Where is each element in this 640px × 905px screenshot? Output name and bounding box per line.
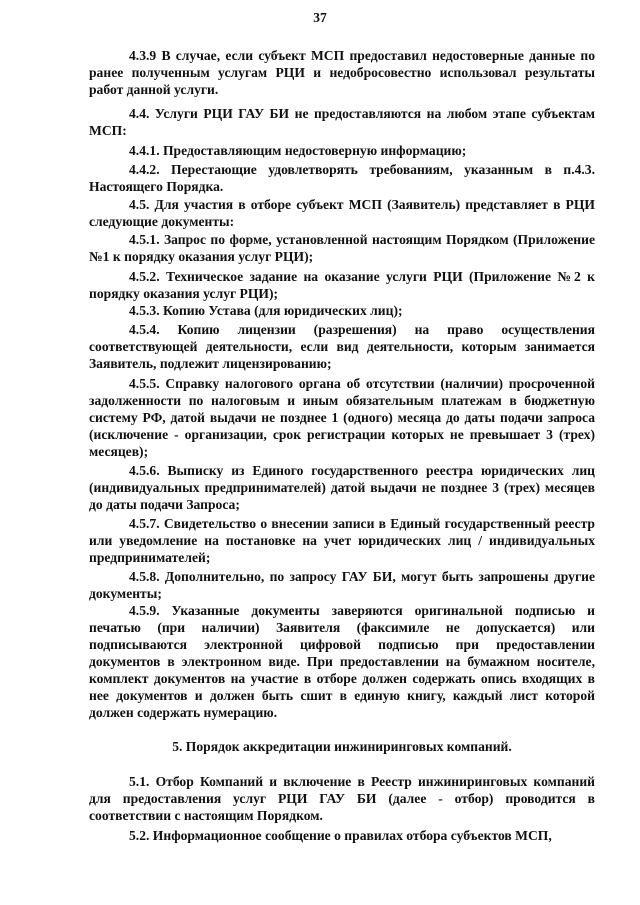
paragraph-4-5: 4.5. Для участия в отборе субъект МСП (Заявитель) представляет в РЦИ следующие документы: <box>89 197 595 229</box>
paragraph-4-5-2: 4.5.2. Техническое задание на оказание услуги РЦИ (Приложение №2 к порядку оказания услуг РЦИ); <box>89 269 595 301</box>
paragraph-4-5-6: 4.5.6. Выписку из Единого государственного реестра юридических лиц (индивидуальных предпринимателей) датой выдачи не позднее 3 (трех) месяцев до даты подачи Запроса; <box>89 463 595 512</box>
paragraph-5-2: 5.2. Информационное сообщение о правилах отбора субъектов МСП, <box>129 828 552 843</box>
paragraph-4-5-1: 4.5.1. Запрос по форме, установленной настоящим Порядком (Приложение №1 к порядку оказания услуг РЦИ); <box>89 232 595 264</box>
paragraph-4-3-9: 4.3.9 В случае, если субъект МСП предоставил недостоверные данные по ранее полученным услугам РЦИ и недобросовестно использовал результаты работ данной услуги. <box>89 48 595 97</box>
paragraph-4-4: 4.4. Услуги РЦИ ГАУ БИ не предоставляются на любом этапе субъектам МСП: <box>89 106 595 138</box>
paragraph-4-5-9: 4.5.9. Указанные документы заверяются оригинальной подписью и печатью (при наличии) Заявителя (факсимиле не допускается) или подписываются электронной цифровой подписью при предоставлении документов в электронном виде. При предоставлении на бумажном носителе, комплект документов на участие в отборе должен содержать опись входящих в нее документов и должен быть сшит в единую книгу, каждый лист которой должен содержать нумерацию. <box>89 603 595 720</box>
section-heading-5: 5. Порядок аккредитации инжиниринговых компаний. <box>172 739 512 754</box>
paragraph-4-5-5: 4.5.5. Справку налогового органа об отсутствии (наличии) просроченной задолженности по налоговым и иным обязательным платежам в бюджетную систему РФ, датой выдачи не позднее 1 (одного) месяца до даты подачи запроса (исключение - организации, срок регистрации которых не превышает 3 (трех) месяцев); <box>89 376 595 459</box>
page-number: 37 <box>313 10 327 25</box>
paragraph-4-5-4: 4.5.4. Копию лицензии (разрешения) на право осуществления соответствующей деятельности, если вид деятельности, которым занимается Заявитель, подлежит лицензированию; <box>89 322 595 371</box>
paragraph-5-1: 5.1. Отбор Компаний и включение в Реестр инжиниринговых компаний для предоставления услуг РЦИ ГАУ БИ (далее - отбор) проводится в соответствии с настоящим Порядком. <box>89 774 595 823</box>
paragraph-4-5-7: 4.5.7. Свидетельство о внесении записи в Единый государственный реестр или уведомление на постановке на учет юридических лиц / индивидуальных предпринимателей; <box>89 516 595 565</box>
paragraph-4-4-2: 4.4.2. Перестающие удовлетворять требованиям, указанным в п.4.3. Настоящего Порядка. <box>89 162 595 194</box>
paragraph-4-4-1: 4.4.1. Предоставляющим недостоверную информацию; <box>129 143 467 158</box>
paragraph-4-5-3: 4.5.3. Копию Устава (для юридических лиц); <box>129 303 403 318</box>
paragraph-4-5-8: 4.5.8. Дополнительно, по запросу ГАУ БИ, могут быть запрошены другие документы; <box>89 569 595 601</box>
